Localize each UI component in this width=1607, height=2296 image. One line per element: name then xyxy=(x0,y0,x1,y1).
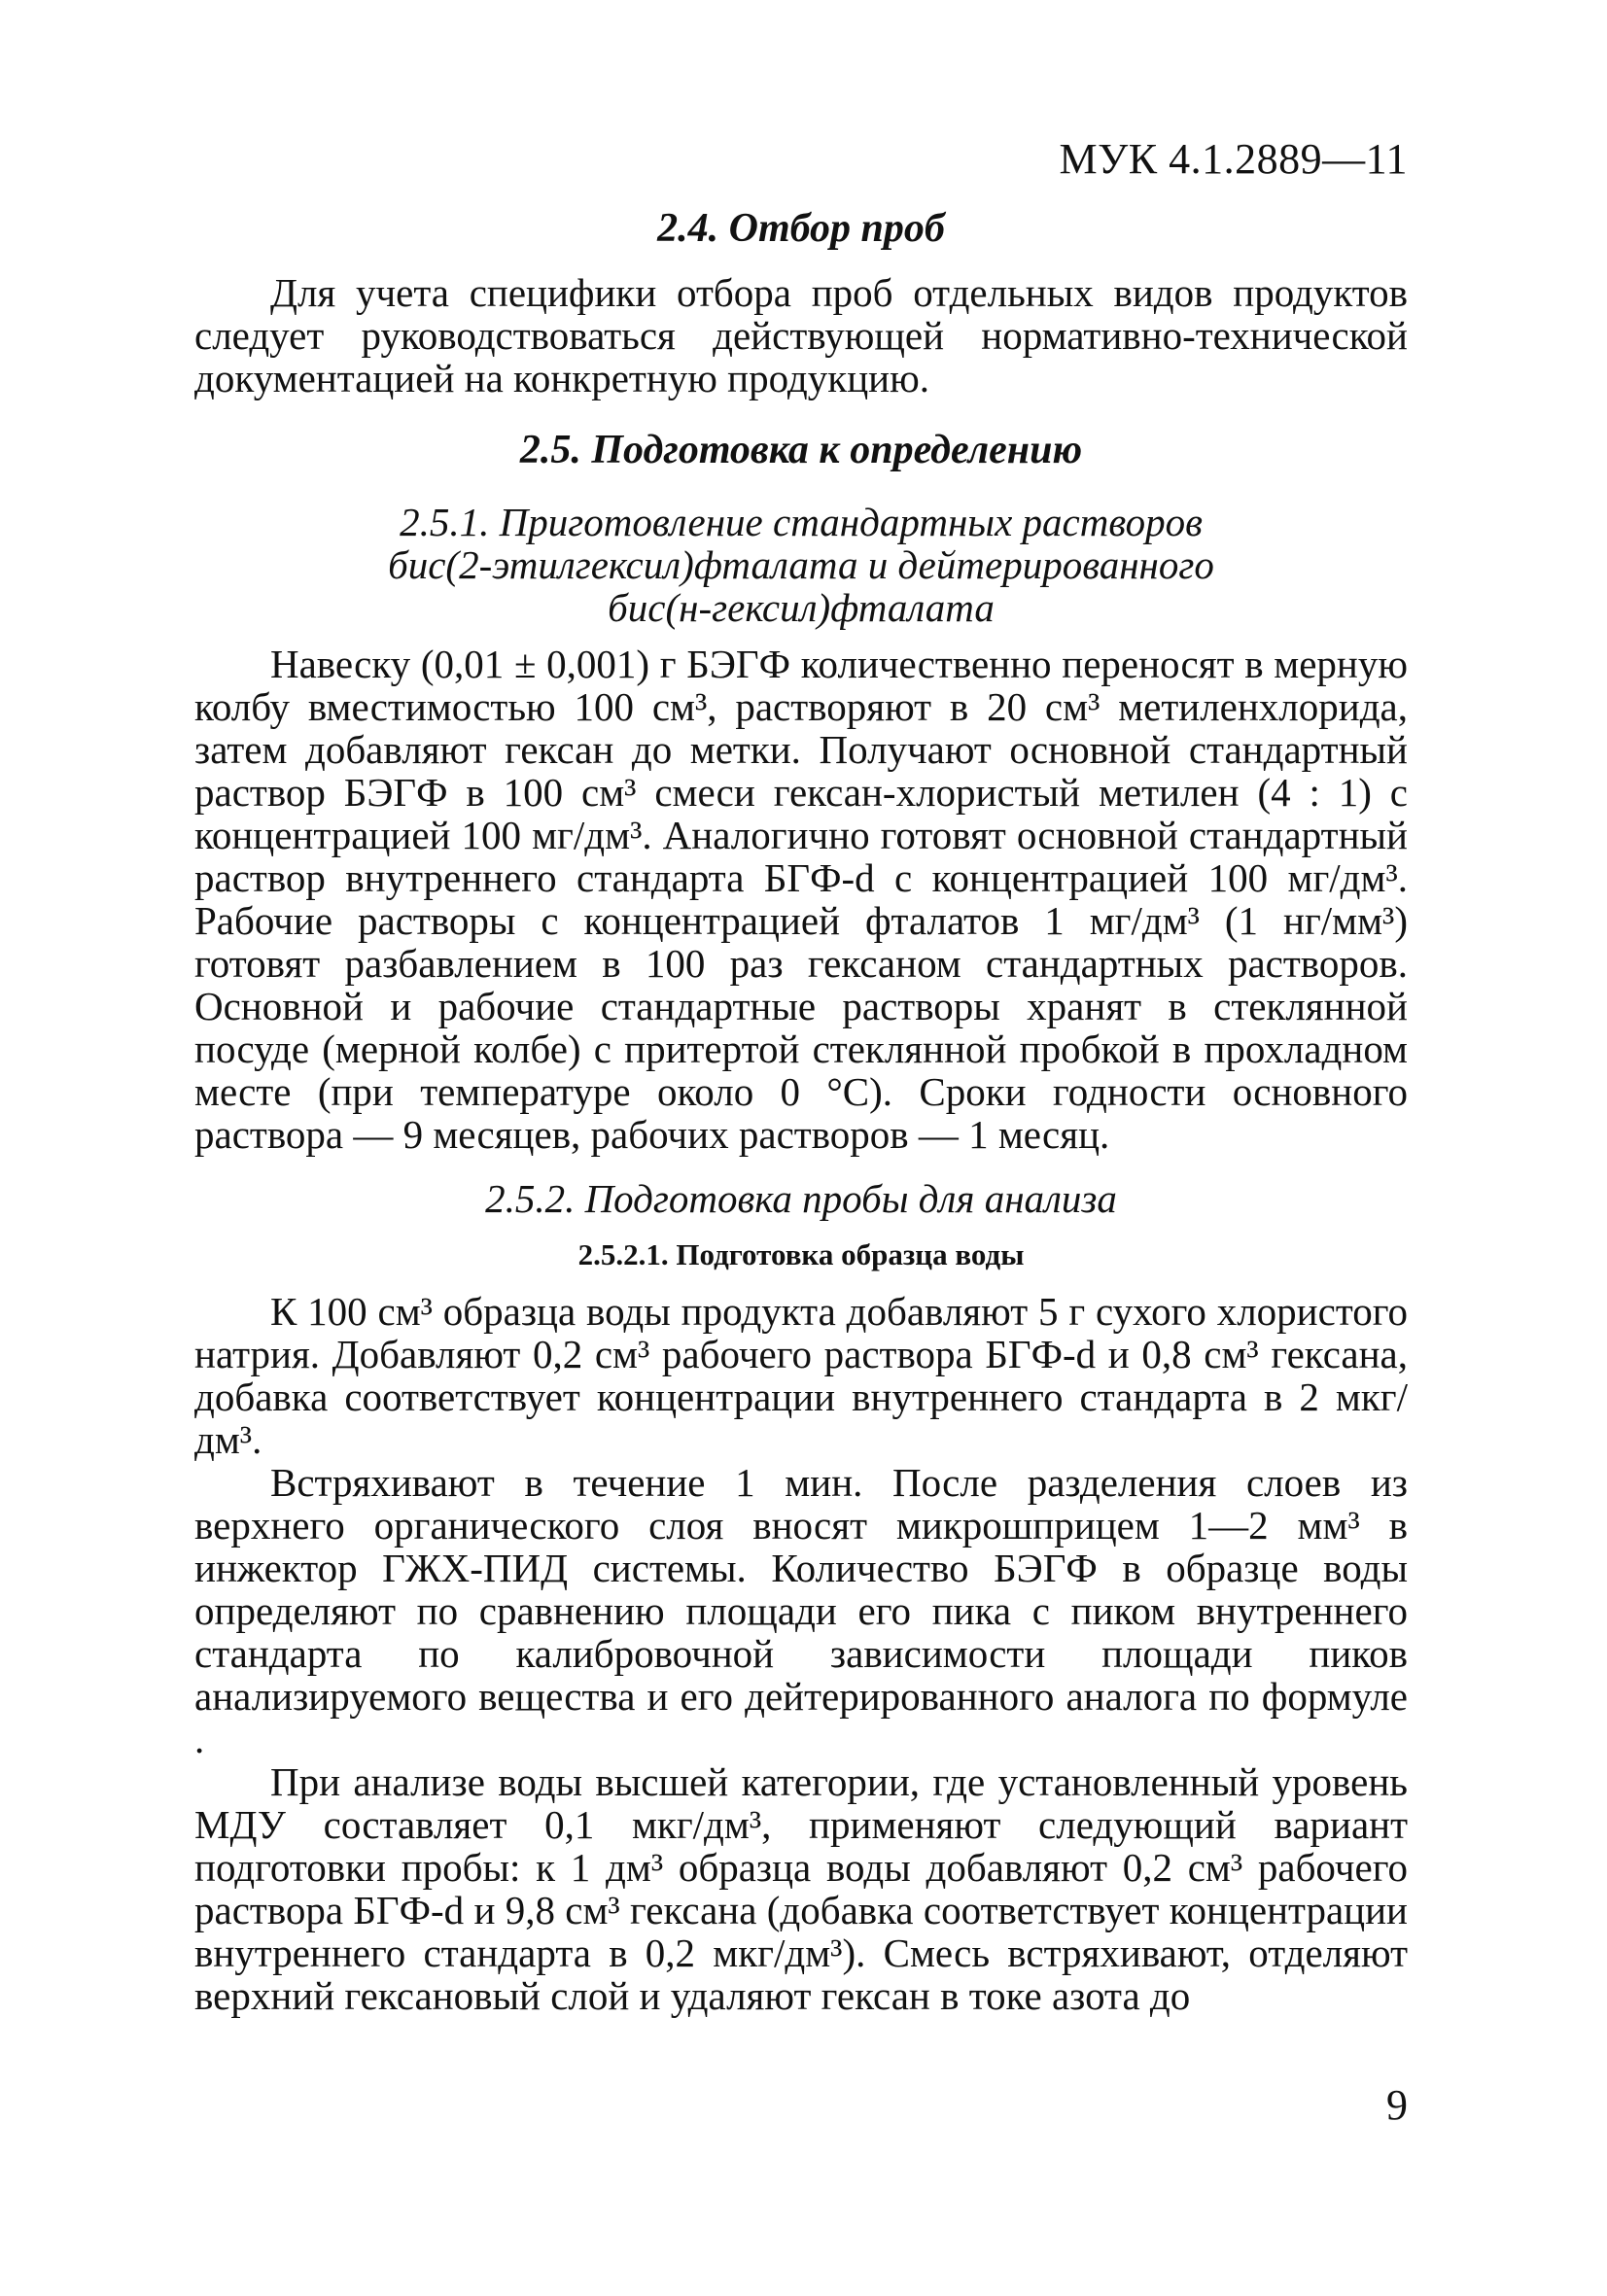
section-2-5-2-1-title: 2.5.2.1. Подготовка образца воды xyxy=(577,1237,1025,1271)
section-2-5-2-title: 2.5.2. Подготовка пробы для анализа xyxy=(485,1176,1117,1221)
section-2-5-1-title-line-1: 2.5.1. Приготовление стандартных растворов xyxy=(400,500,1203,544)
section-2-5-1-paragraph: Навеску (0,01 ± 0,001) г БЭГФ количественно переносят в мерную колбу вместимостью 100 см³, растворяют в 20 см³ метиленхлорида, затем добавляют гексан до метки. Получают основной стандартный раствор БЭГФ в 100 см³ смеси гексан-хлористый метилен (4 : 1) с концентрацией 100 мг/дм³. Аналогично готовят основной стандартный раствор внутреннего стандарта БГФ-d с концентрацией 100 мг/дм³. Рабочие растворы с концентрацией фталатов 1 мг/дм³ (1 нг/мм³) готовят разбавлением в 100 раз гексаном стандартных растворов. Основной и рабочие стандартные растворы хранят в стеклянной посуде (мерной колбе) с притертой стеклянной пробкой в прохладном месте (при температуре около 0 °С). Сроки годности основного раствора — 9 месяцев, рабочих растворов — 1 месяц. xyxy=(194,642,1408,1157)
section-2-5-1-title-line-2: бис(2-этилгексил)фталата и дейтерированного xyxy=(388,542,1214,587)
section-2-4-title: 2.4. Отбор проб xyxy=(657,206,945,251)
section-2-5-2-1-paragraph-2: Встряхивают в течение 1 мин. После разделения слоев из верхнего органического слоя вносят микрошприцем 1—2 мм³ в инжектор ГЖХ-ПИД системы. Количество БЭГФ в образце воды определяют по сравнению площади его пика с пиком внутреннего стандарта по калибровочной зависимости площади пиков анализируемого вещества и его дейтерированного аналога по формуле . xyxy=(194,1460,1408,1761)
page-number: 9 xyxy=(1386,2081,1408,2129)
section-2-4-paragraph: Для учета специфики отбора проб отдельных видов продуктов следует руководствоваться действующей нормативно-технической документацией на конкретную продукцию. xyxy=(194,270,1408,400)
section-2-5-2-1-paragraph-3: При анализе воды высшей категории, где установленный уровень МДУ составляет 0,1 мкг/дм³, применяют следующий вариант подготовки пробы: к 1 дм³ образца воды добавляют 0,2 см³ рабочего раствора БГФ-d и 9,8 см³ гексана (добавка соответствует концентрации внутреннего стандарта в 0,2 мкг/дм³). Смесь встряхивают, отделяют верхний гексановый слой и удаляют гексан в токе азота до xyxy=(194,1759,1408,2018)
section-2-5-1-title-line-3: бис(н-гексил)фталата xyxy=(608,585,995,630)
section-2-5-title: 2.5. Подготовка к определению xyxy=(519,428,1083,472)
section-2-5-2-1-paragraph-1: К 100 см³ образца воды продукта добавляют 5 г сухого хлористого натрия. Добавляют 0,2 см³ рабочего раствора БГФ-d и 0,8 см³ гексана, добавка соответствует концентрации внутреннего стандарта в 2 мкг/дм³. xyxy=(194,1289,1408,1462)
document-code: МУК 4.1.2889—11 xyxy=(1059,135,1408,183)
page-content xyxy=(194,199,1408,2017)
